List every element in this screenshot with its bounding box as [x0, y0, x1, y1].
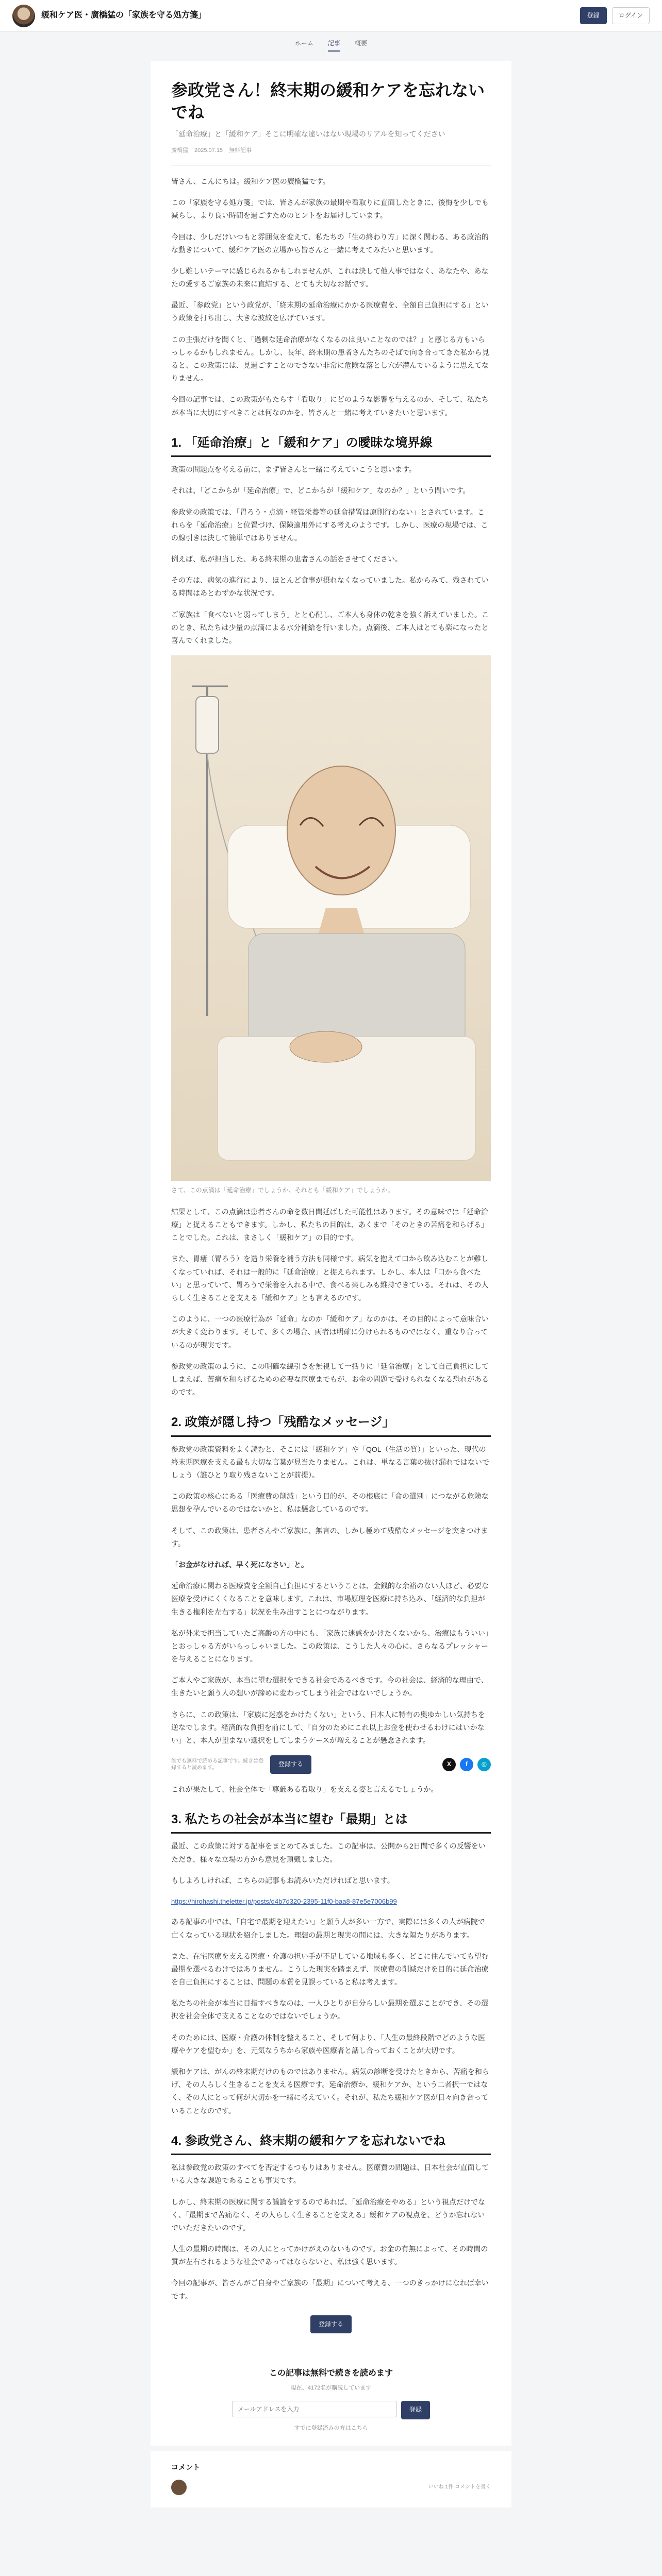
article-meta: [171, 146, 491, 156]
paragraph: 人生の最期の時間は、その人にとってかけがえのないものです。お金の有無によって、その時間の質が左右されるような社会であってはならないと、私は強く思います。: [171, 2245, 488, 2266]
login-button[interactable]: ログイン: [612, 7, 650, 25]
image-caption: さて、この点滴は「延命治療」でしょうか、それとも「緩和ケア」でしょうか。: [171, 1187, 394, 1194]
site-title[interactable]: 緩和ケア医・廣橋猛の「家族を守る処方箋」: [41, 11, 207, 20]
subscriber-count: 現在、4172名が購読しています: [290, 2385, 372, 2392]
paragraph: 参政党の政策のように、この明確な線引きを無視して一括りに「延命治療」として自己負担にしてしまえば、苦痛を和らげるための必要な医療までもが、お金の問題で受けられなくなる恐れがあるのです。: [171, 1362, 489, 1397]
share-icons: [442, 1758, 491, 1771]
bottom-register-button[interactable]: 登録する: [310, 2315, 352, 2334]
paragraph: 私は参政党の政策のすべてを否定するつもりはありません。医療費の問題は、日本社会が直面している大きな課題であることも事実です。: [171, 2163, 489, 2185]
paragraph: この政策の核心にある「医療費の削減」という目的が、その根底に「命の選別」につながる危険な思想を孕んでいるのではないかと、私は懸念しているのです。: [171, 1492, 489, 1514]
paragraph: ある記事の中では、「自宅で最期を迎えたい」と願う人が多い一方で、実際には多くの人が病院で亡くなっている現状を紹介しました。理想の最期と現実の間には、大きな隔たりがあります。: [171, 1918, 485, 1939]
section-heading: 1. 「延命治療」と「緩和ケア」の曖昧な境界線: [171, 435, 491, 457]
paragraph: そのためには、医療・介護の体制を整えること、そして何より、「人生の最終段階でどのような医療やケアを望むか」を、元気なうちから家族や医療者と話し合っておくことが大切です。: [171, 2033, 485, 2055]
paragraph: 緩和ケアは、がんの終末期だけのものではありません。病気の診断を受けたときから、苦痛を和らげ、その人らしく生きることを支える医療です。延命治療か、緩和ケアか、という二者択一ではなく、その人にとって何が大切かを一緒に考えていく。それが、私たち緩和ケア医が日々向き合っていることなのです。: [171, 2067, 489, 2115]
paragraph: この「家族を守る処方箋」では、皆さんが家族の最期や看取りに直面したときに、後悔を少しでも減らし、より良い時間を過ごすためのヒントをお届けしています。: [171, 198, 489, 220]
paragraph: 今回の記事では、この政策がもたらす「看取り」にどのような影響を与えるのか、そして、私たちが本当に大切にすべきことは何なのかを、皆さんと一緒に考えていきたいと思います。: [171, 395, 489, 417]
paragraph: 参政党の政策資料をよく読むと、そこには「緩和ケア」や「QOL（生活の質）」といった、現代の終末期医療を支える最も大切な言葉が見当たりません。これは、単なる言葉の抜け漏れではないでしょう（誰ひとり取り残さないことが前提）。: [171, 1445, 489, 1480]
bottom-register-wrap: [171, 2315, 491, 2334]
nav-about[interactable]: 概要: [355, 40, 368, 47]
line-icon[interactable]: ◎: [477, 1758, 491, 1771]
comment-row: [171, 2480, 491, 2495]
comment-meta[interactable]: いいね 1件 コメントを書く: [428, 2484, 491, 2490]
paragraph: 私たちの社会が本当に目指すべきなのは、一人ひとりが自分らしい最期を選ぶことができ、その選択を社会全体で支えることなのではないでしょうか。: [171, 1999, 489, 2021]
subscribe-title: この記事は無料で続きを読めます: [269, 2369, 393, 2378]
site-nav: [0, 32, 662, 55]
paragraph: 政策の問題点を考える前に、まず皆さんと一緒に考えていこうと思います。: [171, 465, 416, 474]
paragraph: これが果たして、社会全体で「尊厳ある看取り」を支える姿と言えるでしょうか。: [171, 1785, 438, 1793]
paragraph: 今回は、少しだけいつもと雰囲気を変えて、私たちの「生の終わり方」に深く関わる、ある政治的な動きについて、緩和ケア医の立場から皆さんと一緒に考えてみたいと思います。: [171, 232, 489, 254]
subscribe-box: [151, 2354, 511, 2446]
site-logo-avatar[interactable]: [12, 5, 35, 27]
paragraph: また、在宅医療を支える医療・介護の担い手が不足している地域も多く、どこに住んでいても望む最期を選べるわけではありません。こうした現実を踏まえず、医療費の削減だけを目的に延命治療を自己負担にすることは、問題の本質を見誤っていると私は考えます。: [171, 1952, 489, 1987]
subscribe-form: [171, 2401, 491, 2419]
avatar[interactable]: [171, 2480, 187, 2495]
paragraph: 最近、「参政党」という政党が、「終末期の延命治療にかかる医療費を、全額自己負担にする」という政策を打ち出し、大きな波紋を広げています。: [171, 301, 489, 323]
section-heading: 4. 参政党さん、終末期の緩和ケアを忘れないでね: [171, 2133, 491, 2155]
facebook-icon[interactable]: f: [460, 1758, 473, 1771]
paragraph: その方は、病気の進行により、ほとんど食事が摂れなくなっていました。私からみて、残されている時間はあとわずかな状況です。: [171, 576, 489, 598]
paragraph: ご家族は「食べないと弱ってしまう」とと心配し、ご本人も身体の乾きを強く訴えていました。このとき、私たちは少量の点滴による水分補給を行いました。点滴後、ご本人はとても楽になったと喜んでくれました。: [171, 610, 489, 645]
paragraph: 参政党の政策では、「胃ろう・点滴・経管栄養等の延命措置は原則行わない」とされています。これらを「延命治療」と位置づけ、保険適用外にする考えのようです。しかし、医療の現場では、この線引きは決して簡単ではありません。: [171, 507, 488, 542]
comments-heading: コメント: [171, 2463, 200, 2472]
nav-articles[interactable]: 記事: [328, 38, 340, 52]
x-icon[interactable]: X: [442, 1758, 456, 1771]
paragraph: さらに、この政策は、「家族に迷惑をかけたくない」という、日本人に特有の奥ゆかしい気持ちを逆なでします。経済的な負担を前にして、「自分のためにこれ以上お金を使わせるわけにはいかない」と、本人が望まない選択をしてしまうケースが増えることが懸念されます。: [171, 1710, 485, 1745]
related-article-link[interactable]: https://hirohashi.theletter.jp/posts/d4b7d320-2395-11f0-baa8-87e5e7006b99: [171, 1897, 397, 1905]
comments-section: [151, 2451, 511, 2507]
site-header: [0, 0, 662, 32]
author-name[interactable]: 廣橋猛: [171, 147, 188, 154]
article: [151, 61, 511, 2354]
paragraph: 私が外来で担当していたご高齢の方の中にも、「家族に迷惑をかけたくないから、治療はもういい」とおっしゃる方がいらっしゃいました。この政策は、こうした人々の心に、さらなるプレッシャーを与えることになります。: [171, 1629, 489, 1664]
article-subtitle: 「延命治療」と「緩和ケア」そこに明確な違いはない現場のリアルを知ってください: [171, 129, 445, 138]
paragraph: このように、一つの医療行為が「延命」なのか「緩和ケア」なのかは、その目的によって意味合いが大きく変わります。そして、多くの場合、両者は明確に分けられるものではなく、重なり合っているのが現実です。: [171, 1315, 489, 1349]
share-row: [171, 1755, 491, 1774]
nav-home[interactable]: ホーム: [294, 40, 313, 47]
publish-date: 2025.07.15: [194, 147, 223, 154]
paragraph: そして、この政策は、患者さんやご家族に、無言の、しかし極めて残酷なメッセージを突きつけます。: [171, 1526, 488, 1548]
article-title: 参政党さん！終末期の緩和ケアを忘れないでね: [171, 80, 485, 122]
paragraph: もしよろしければ、こちらの記事もお読みいただければと思います。: [171, 1876, 394, 1885]
patient-illustration-svg: [171, 655, 491, 1181]
subscribe-button[interactable]: 登録: [401, 2401, 430, 2419]
paragraph: 少し難しいテーマに感じられるかもしれませんが、これは決して他人事ではなく、あなたや、あなたの愛するご家族の未来に直結する、とても大切なお話です。: [171, 266, 489, 289]
paragraph: ご本人やご家族が、本当に望む選択をできる社会であるべきです。今の社会は、経済的な理由で、生きたいと願う人の想いが諦めに変わってしまう社会ではないでしょうか。: [171, 1676, 488, 1698]
section-heading: 3. 私たちの社会が本当に望む「最期」とは: [171, 1811, 491, 1834]
inline-register-button[interactable]: 登録する: [270, 1755, 311, 1774]
section-heading: 2. 政策が隠し持つ「残酷なメッセージ」: [171, 1414, 491, 1436]
patient-illustration: [171, 655, 491, 1181]
paragraph: それは、「どこからが「延命治療」で、どこからが「緩和ケア」なのか？」という問いです。: [171, 486, 470, 495]
article-tag: 無料記事: [229, 147, 252, 154]
paragraph: また、胃瘻（胃ろう）を造り栄養を補う方法も同様です。病気を抱えて口から飲み込むことが難しくなっていれば、それは一般的に「延命治療」と捉えられます。しかし、本人は「口から食べたい」と思っていて、胃ろうで栄養を入れる中で、食べる楽しみも維持できている。それは、その人らしく生きることを支える「緩和ケア」とも言えるのです。: [171, 1255, 489, 1302]
divider: [171, 165, 491, 166]
paragraph: 結果として、この点滴は患者さんの命を数日間延ばした可能性はあります。その意味では「延命治療」と捉えることもできます。しかし、私たちの目的は、あくまで「そのときの苦痛を和らげる」ことでした。これは、まさしく「緩和ケア」の目的です。: [171, 1207, 488, 1242]
paragraph: この主張だけを聞くと、「過剰な延命治療がなくなるのは良いことなのでは？」と感じる方もいらっしゃるかもしれません。しかし、長年、終末期の患者さんたちのそばで向き合ってきた私から見ると、この政策には、見過ごすことのできない非常に危険な落とし穴が潜んでいるように思えてなりません。: [171, 335, 489, 383]
emphasis-quote: 「お金がなければ、早く死になさい」と。: [171, 1560, 308, 1569]
email-input[interactable]: [232, 2401, 397, 2417]
paragraph: 最近、この政策に対する記事をまとめてみました。この記事は、公開から2日間で多くの反響をいただき、様々な立場の方から意見を頂戴しました。: [171, 1842, 486, 1863]
share-text: 誰でも無料で読める記事です。続きは登録すると読めます。: [171, 1758, 264, 1771]
paragraph: 延命治療に関わる医療費を全額自己負担にするということは、金銭的な余裕のない人ほど、必要な医療を受けにくくなることを意味します。これは、市場原理を医療に持ち込み、「経済的な負担が生きる権利を左右する」状況を生み出すことにつながります。: [171, 1582, 489, 1616]
paragraph: 皆さん、こんにちは。緩和ケア医の廣橋猛です。: [171, 177, 330, 185]
paragraph: 例えば、私が担当した、ある終末期の患者さんの話をさせてください。: [171, 555, 402, 564]
paragraph: 今回の記事が、皆さんがご自身やご家族の「最期」について考える、一つのきっかけになれば幸いです。: [171, 2279, 489, 2300]
header-actions: [580, 7, 650, 25]
existing-user-link[interactable]: すでに登録済みの方はこちら: [294, 2425, 368, 2431]
paragraph: しかし、終末期の医療に関する議論をするのであれば、「延命治療をやめる」という視点だけでなく、「最期まで苦痛なく、その人らしく生きることを支える」緩和ケアの視点を、どうか忘れないでいただきたいのです。: [171, 2197, 485, 2232]
register-button[interactable]: 登録: [580, 7, 607, 25]
